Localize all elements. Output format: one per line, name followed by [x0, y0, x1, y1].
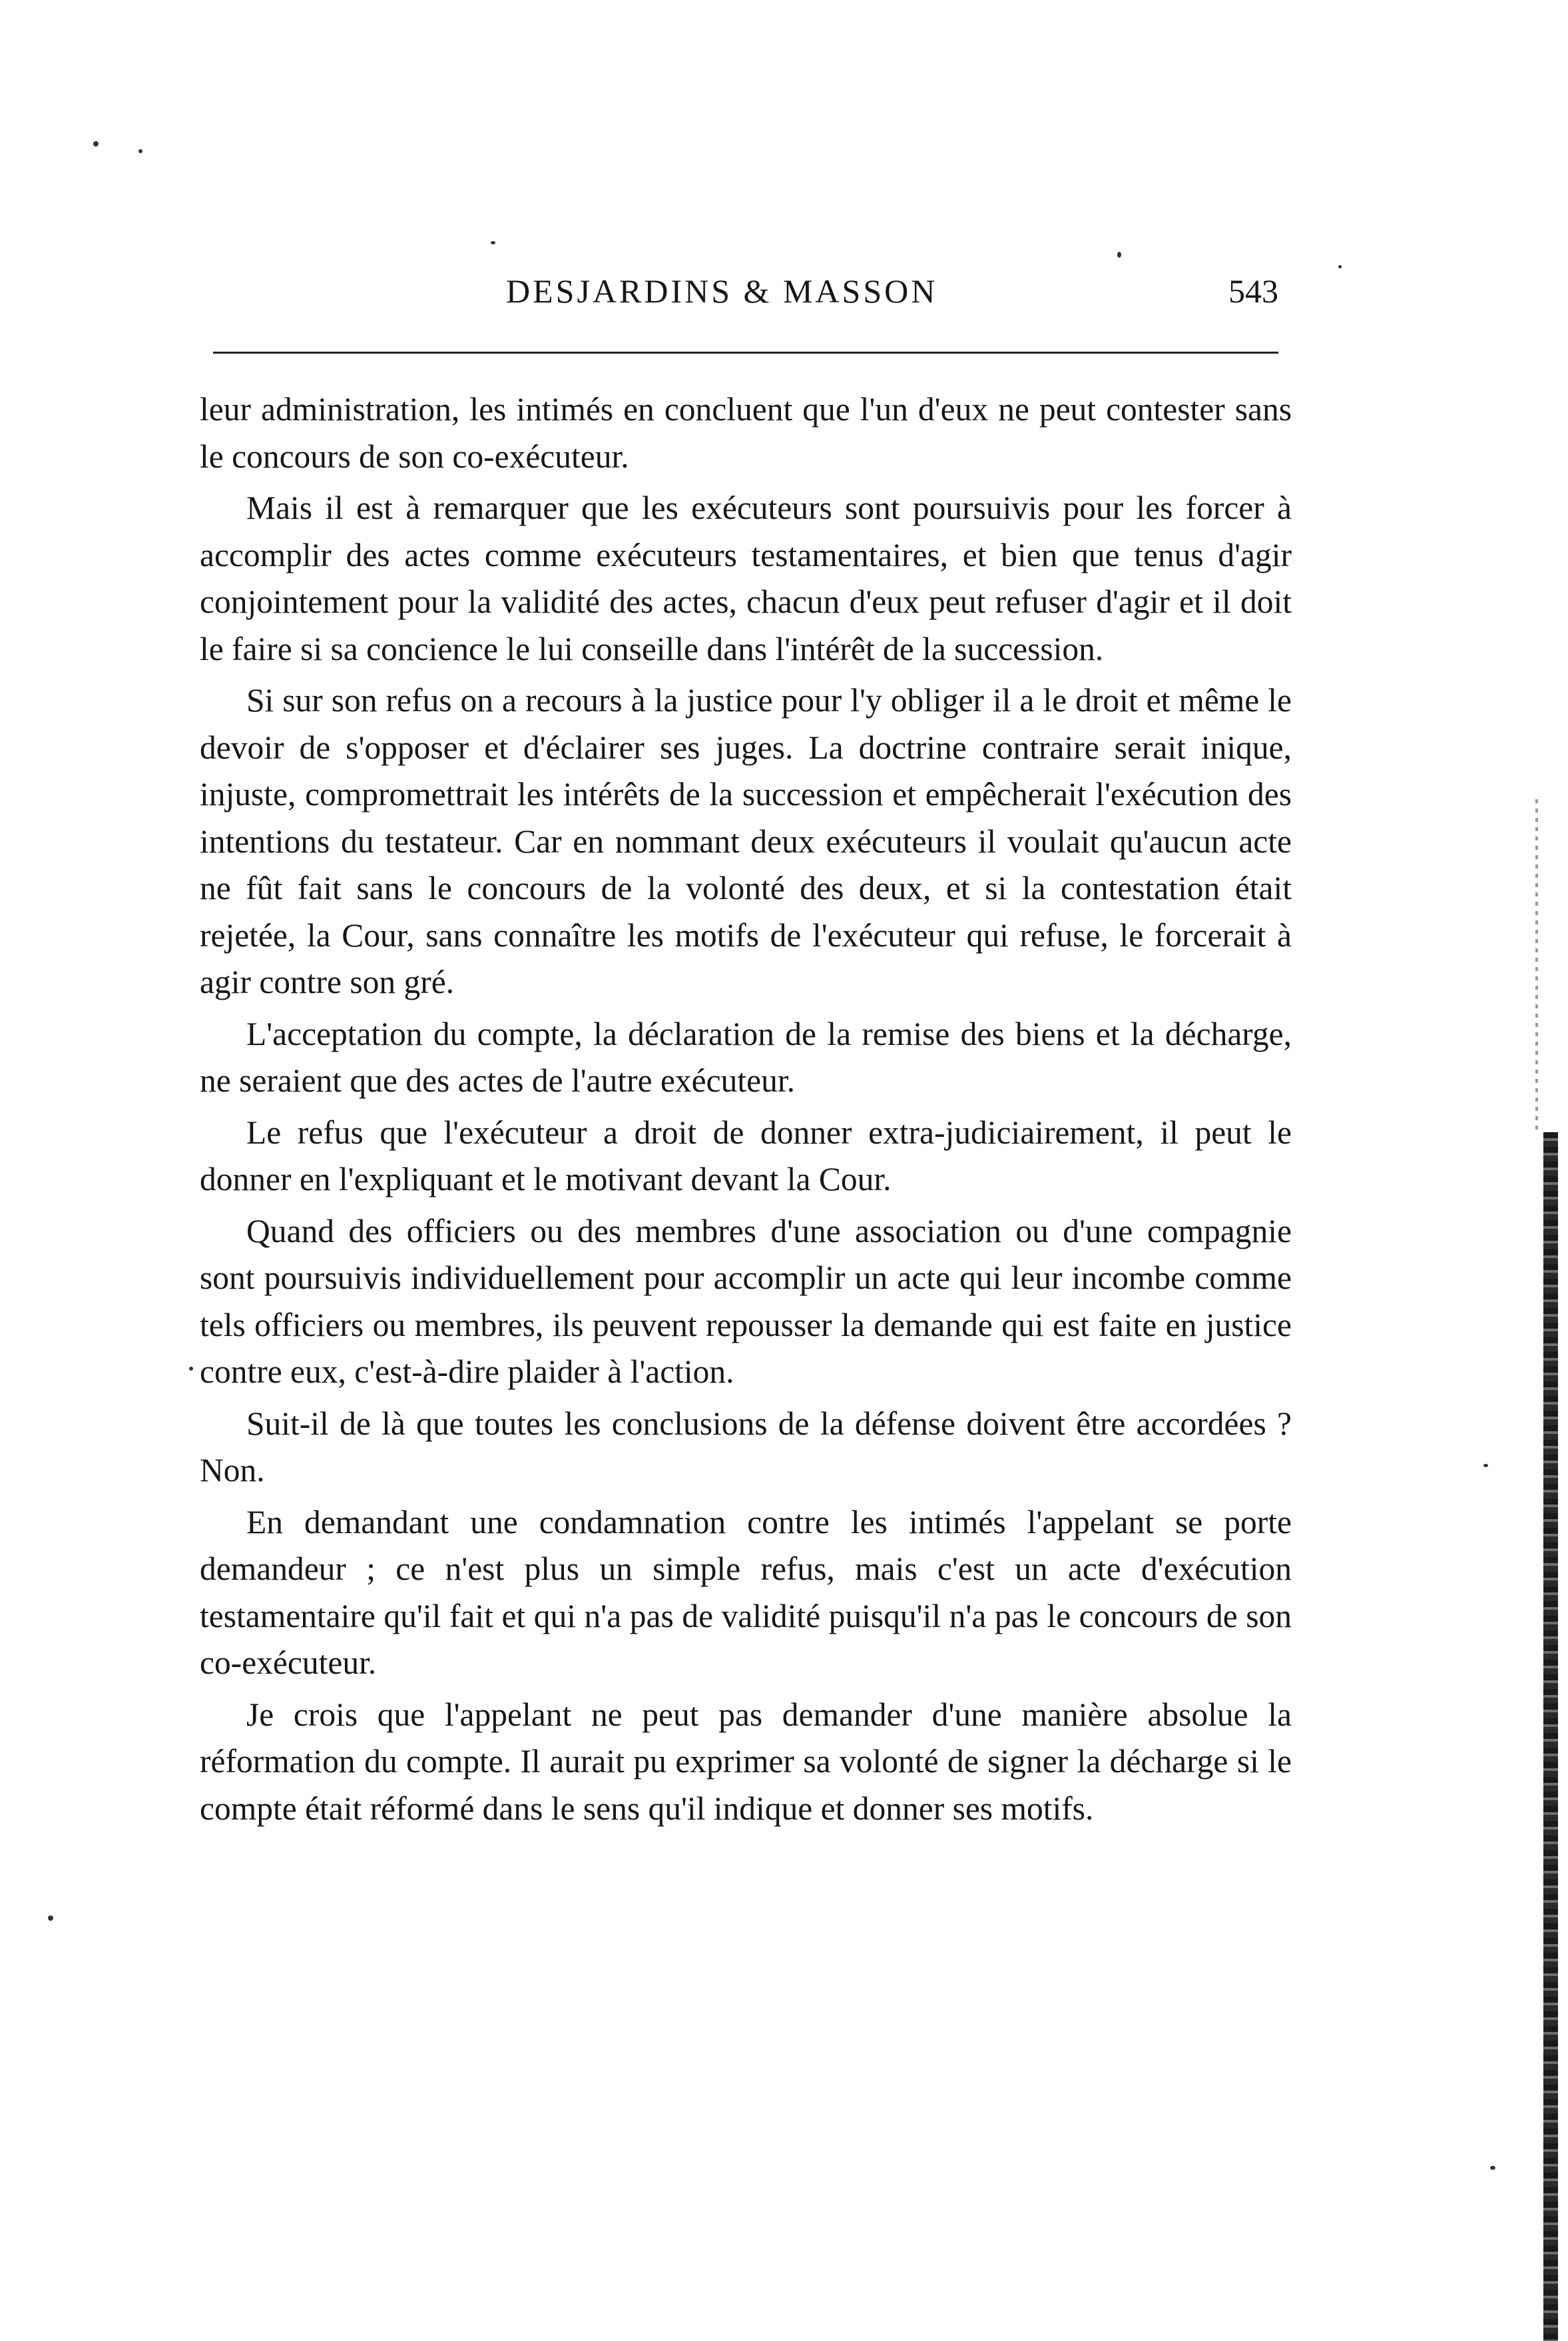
- print-speck: [189, 1367, 193, 1371]
- paragraph: En demandant une condamnation contre les intimés l'appelant se porte demandeur ; ce n'est plus un simple refus, mais c'est un acte d'exécution testamentaire qu'il fait et qui n'a pas de validité puisqu'il n'a pas le concours de son co-exécuteur.: [200, 1503, 1292, 1681]
- paragraph: L'acceptation du compte, la déclaration de la remise des biens et la décharge, ne seraient que des actes de l'autre exécuteur.: [200, 1015, 1292, 1099]
- print-speck: [1483, 1464, 1488, 1467]
- page-number: 543: [1228, 272, 1278, 310]
- header-rule: [213, 352, 1278, 354]
- body-text: [200, 386, 1292, 1832]
- paragraph: leur administration, les intimés en concluent que l'un d'eux ne peut contester sans le concours de son co-exécuteur.: [200, 391, 1292, 475]
- print-speck: [48, 1915, 53, 1921]
- paragraph: Mais il est à remarquer que les exécuteurs sont poursuivis pour les forcer à accomplir des actes comme exécuteurs testamentaires, et bien que tenus d'agir conjointement pour la validité des actes, chacun d'eux peut refuser d'agir et il doit le faire si sa concience le lui conseille dans l'intérêt de la succession.: [200, 490, 1292, 667]
- print-speck: [1338, 265, 1342, 268]
- paragraph: Suit-il de là que toutes les conclusions de la défense doivent être accordées ? Non.: [200, 1405, 1292, 1489]
- page-edge-binding: [1543, 1132, 1558, 2341]
- paragraph: Je crois que l'appelant ne peut pas demander d'une manière absolue la réformation du compte. Il aurait pu exprimer sa volonté de signer la décharge si le compte était réformé dans le sens qu'il indique et donner ses motifs.: [200, 1696, 1292, 1827]
- print-speck: [93, 141, 99, 147]
- print-speck: [138, 149, 142, 153]
- print-speck: [1490, 2166, 1495, 2170]
- paragraph: Le refus que l'exécuteur a droit de donner extra-judiciairement, il peut le donner en l'expliquant et le motivant devant la Cour.: [200, 1114, 1292, 1197]
- print-speck: [491, 241, 495, 244]
- paragraph: Quand des officiers ou des membres d'une association ou d'une compagnie sont poursuivis individuellement pour accomplir un acte qui leur incombe comme tels officiers ou membres, ils peuvent repousser la demande qui est faite en justice contre eux, c'est-à-dire plaider à l'action.: [200, 1212, 1292, 1390]
- running-title: DESJARDINS & MASSON: [506, 272, 938, 310]
- page-edge-shadow: [1535, 799, 1538, 1132]
- print-speck: [1117, 252, 1121, 258]
- paragraph: Si sur son refus on a recours à la justice pour l'y obliger il a le droit et même le devoir de s'opposer et d'éclairer ses juges. La doctrine contraire serait inique, injuste, compromettrait les intérêts de la succession et empêcherait l'exécution des intentions du testateur. Car en nommant deux exécuteurs il voulait qu'aucun acte ne fût fait sans le concours de la volonté des deux, et si la contestation était rejetée, la Cour, sans connaître les motifs de l'exécuteur qui refuse, le forcerait à agir contre son gré.: [200, 682, 1292, 1000]
- running-header: [213, 266, 1278, 326]
